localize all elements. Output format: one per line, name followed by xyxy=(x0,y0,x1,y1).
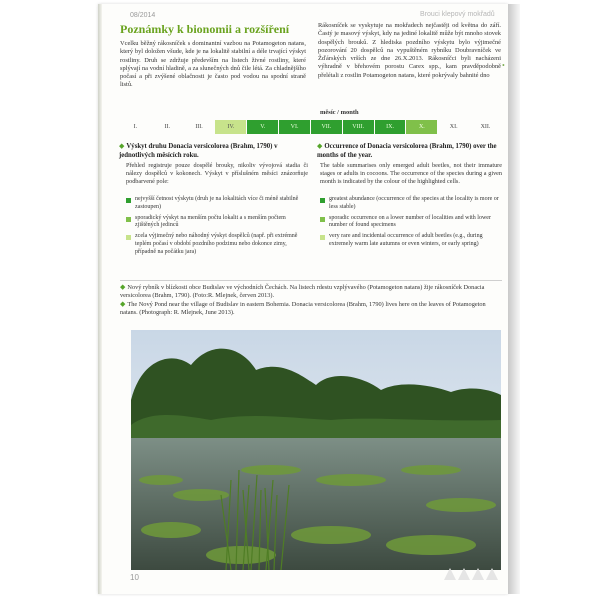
publisher-logo xyxy=(440,566,504,582)
cz-legend xyxy=(126,196,308,260)
month-cell: X. xyxy=(406,120,437,134)
en-title-text: Occurrence of Donacia versicolorea (Brahm, 1790) over the months of the year. xyxy=(317,143,497,159)
legend-text: very rare and incidental occurrence of adult beetles (e.g., during extremely warm late autumns or even winters, or early spring) xyxy=(329,233,483,247)
section-heading: Poznámky k bionomii a rozšíření xyxy=(120,22,290,36)
legend-swatch xyxy=(320,198,325,203)
month-cell: IV. xyxy=(215,120,246,134)
divider xyxy=(120,280,502,281)
legend-item xyxy=(320,233,502,249)
month-table-title: měsíc / month xyxy=(320,109,359,116)
legend-swatch xyxy=(320,235,325,240)
caption-cz-text: Nový rybník v blízkosti obce Budislav ve východních Čechách. Na listech rdestu vzplývavého (Potamogeton natans) žije rákosníček Donacia versicolorea (Brahm, 1790). (Foto:R. Mlejnek, červen 2013). xyxy=(120,284,485,300)
legend-text: sporadický výskyt na menším počtu lokalit a s menším počtem zjištěných jedinců xyxy=(135,214,286,229)
legend-item xyxy=(126,233,308,256)
diamond-icon: ◆ xyxy=(317,142,323,150)
legend-text: zcela výjimečný nebo náhodný výskyt dospělců (např. při extrémně teplém počasí v období pozdního podzimu nebo dokonce zimy, případně na počátku jara) xyxy=(135,233,298,255)
month-cell: VII. xyxy=(311,120,342,134)
legend-item xyxy=(126,215,308,231)
cz-table-title xyxy=(119,142,309,160)
legend-swatch xyxy=(126,198,131,203)
legend-swatch xyxy=(126,235,131,240)
intro-text-right: Rákosníček se vyskytuje na mokřadech nejčastěji od května do září. Častý je masový výskyt, kdy na jediné lokalitě může být mnoho stovek dospělých brouků. Z hlediska pozdního výskytu bylo výjimečné pozorování 20 dospělců na vypuštěném rybníku Doubravníček ve Žďárských vrších ze dne 26.X.2013. Rákosníčci byli nacházeni výhradně v břehovém porostu Carex spp., kam pravděpodobně přelétali z rostlin Potamogeton natans, které pokrývaly bahnité dno xyxy=(318,22,501,79)
page-number: 10 xyxy=(130,573,139,582)
diamond-icon: ◆ xyxy=(120,283,126,291)
bullet-dot-icon: • xyxy=(502,61,505,70)
diamond-icon: ◆ xyxy=(119,142,125,150)
month-cell: IX. xyxy=(375,120,406,134)
month-cell: I. xyxy=(133,124,138,130)
header-page-label: 08/2014 xyxy=(130,12,156,19)
photo-caption-en xyxy=(120,300,502,317)
legend-text: sporadic occurrence on a lower number of localities and with lower number of found specimens xyxy=(329,214,491,229)
diamond-icon: ◆ xyxy=(120,300,126,308)
month-cell: V. xyxy=(247,120,278,134)
legend-text: nejvyšší četnost výskytu (druh je na lokalitách více či méně stabilně zastoupen) xyxy=(135,196,299,210)
month-cell: XII. xyxy=(480,124,491,130)
month-cell: XI. xyxy=(449,124,458,130)
legend-item xyxy=(126,196,308,212)
en-legend xyxy=(320,196,502,252)
month-cell: III. xyxy=(195,124,203,130)
legend-text: greatest abundance (occurrence of the species at the locality is more or less stable) xyxy=(329,196,499,210)
legend-swatch xyxy=(320,217,325,222)
page-edge-shadow xyxy=(508,4,520,594)
month-cell: II. xyxy=(164,124,170,130)
header-chapter: Brouci klepový mokřadů xyxy=(420,11,495,18)
en-table-title xyxy=(317,142,503,160)
month-cell: VI. xyxy=(279,120,310,134)
pond-photo xyxy=(131,330,501,570)
month-table xyxy=(120,120,502,134)
photo-caption-cz xyxy=(120,283,502,300)
intro-text-left: Vcelku běžný rákosníček s dominantní vazbou na Potamogeton natans, který byl doložen všude, kde je na lokalitě stabilní a déle trvající výskyt rostliny. Druh se zdržuje především na listech živné rostliny, které splývají na vodní hladině, a za slunečných dnů čile létá. Za chladnějšího počasí a při zvýšené oblačnosti je často pod vodou na spodní straně listů. xyxy=(120,40,306,89)
month-cell: VIII. xyxy=(343,120,374,134)
cz-description: Přehled registruje pouze dospělé brouky, nikoliv vývojová stadia či nálezy dospělců v kokonech. Výskyt v příslušném měsíci znázorňuje podbarvené pole: xyxy=(126,162,308,185)
legend-swatch xyxy=(126,217,131,222)
en-description: The table summarises only emerged adult beetles, not their immature stages or adults in cocoons. The occurrence of the species during a given month is indicated by the colour of the highlighted cells. xyxy=(320,162,502,185)
legend-item xyxy=(320,196,502,212)
legend-item xyxy=(320,215,502,231)
cz-title-text: Výskyt druhu Donacia versicolorea (Brahm, 1790) v jednotlivých měsících roku. xyxy=(119,143,278,159)
caption-en-text: The Nový Pond near the village of Budislav in eastern Bohemia. Donacia versicolorea (Brahm, 1790) lives here on the leaves of Potamogeton natans. (Photograph: R. Mlejnek, June 2013). xyxy=(120,301,486,317)
